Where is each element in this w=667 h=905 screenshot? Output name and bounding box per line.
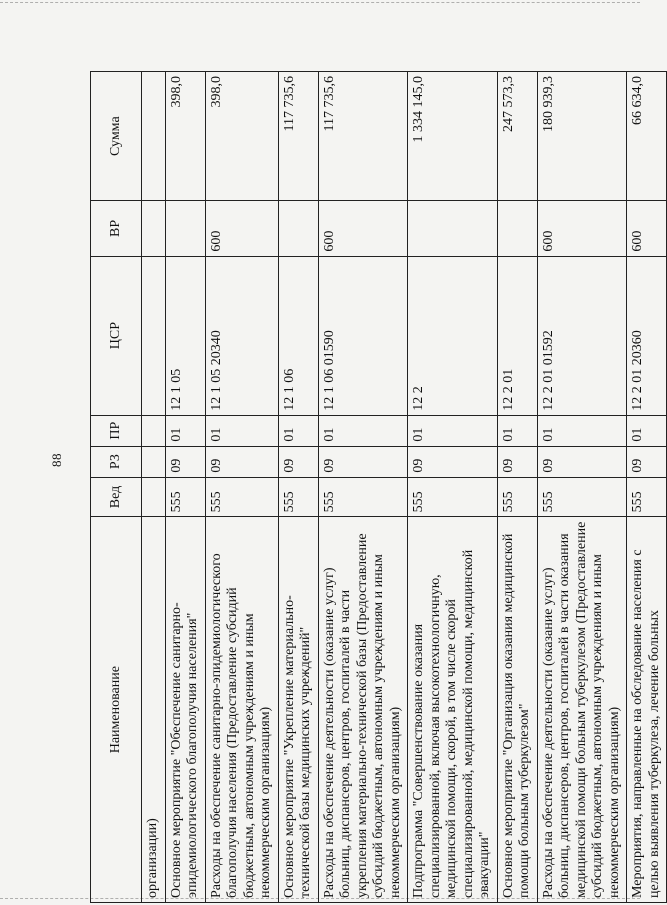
cell-sum: 117 735,6 <box>278 72 318 201</box>
cell-vr <box>497 201 537 256</box>
cell-csr: 12 1 05 20340 <box>205 256 278 415</box>
cell-pr: 01 <box>278 415 318 446</box>
cell-ved: 555 <box>627 477 667 517</box>
cell-name: Основное мероприятие "Укрепление материально-технической базы медицинских учреждений" <box>278 517 318 903</box>
cell-vr <box>278 201 318 256</box>
cell-sum: 66 634,0 <box>627 72 667 201</box>
cell-name: Подпрограмма "Совершенствование оказания специализированной, включая высокотехнологичную, медицинской помощи, скорой, в том числе скорой специализированной, медицинской помощи, медицинской эвакуации" <box>408 517 498 903</box>
cell-csr: 12 1 06 01590 <box>318 256 408 415</box>
cell-pr: 01 <box>165 415 205 446</box>
header-name: Наименование <box>91 517 142 903</box>
page-number: 88 <box>49 453 64 467</box>
header-vr: ВР <box>91 201 142 256</box>
cell-rz: 09 <box>205 446 278 477</box>
header-csr: ЦСР <box>91 256 142 415</box>
cell-ved: 555 <box>205 477 278 517</box>
table-row <box>627 72 667 903</box>
cell-csr: 12 2 01 01592 <box>537 256 627 415</box>
table-row <box>408 72 498 903</box>
cell-sum: 1 334 145,0 <box>408 72 498 201</box>
cell-pr <box>142 415 166 446</box>
cell-pr: 01 <box>408 415 498 446</box>
cell-vr <box>408 201 498 256</box>
cell-name: Расходы на обеспечение деятельности (оказание услуг) больниц, диспансеров, центров, госпиталей в части укрепления материально-технической базы (Предоставление субсидий бюджетным, автономным учреждениям и иным некоммерческим организациям) <box>318 517 408 903</box>
cell-csr: 12 2 <box>408 256 498 415</box>
cell-vr: 600 <box>537 201 627 256</box>
cell-name: Расходы на обеспечение санитарно-эпидемиологического благополучия населения (Предоставление субсидий бюджетным, автономным учреждениям и иным некоммерческим организациям) <box>205 517 278 903</box>
cell-sum: 398,0 <box>165 72 205 201</box>
cell-pr: 01 <box>497 415 537 446</box>
cell-rz: 09 <box>165 446 205 477</box>
header-ved: Вед <box>91 477 142 517</box>
cell-sum: 247 573,3 <box>497 72 537 201</box>
cell-name: Основное мероприятие "Организация оказания медицинской помощи больным туберкулезом" <box>497 517 537 903</box>
cell-csr: 12 2 01 <box>497 256 537 415</box>
cell-rz: 09 <box>537 446 627 477</box>
cell-csr: 12 2 01 20360 <box>627 256 667 415</box>
cell-csr <box>142 256 166 415</box>
cell-vr: 600 <box>627 201 667 256</box>
cell-pr: 01 <box>318 415 408 446</box>
cell-rz: 09 <box>497 446 537 477</box>
rotated-page <box>90 71 662 903</box>
table-header-row <box>91 72 142 903</box>
table-row <box>205 72 278 903</box>
header-sum: Сумма <box>91 72 142 201</box>
cell-vr <box>142 201 166 256</box>
cell-ved: 555 <box>318 477 408 517</box>
cell-vr: 600 <box>318 201 408 256</box>
table-row <box>142 72 166 903</box>
cell-pr: 01 <box>205 415 278 446</box>
cell-ved: 555 <box>165 477 205 517</box>
table-row <box>537 72 627 903</box>
cell-name: организации) <box>142 517 166 903</box>
cell-rz: 09 <box>318 446 408 477</box>
table-row <box>278 72 318 903</box>
cell-rz: 09 <box>408 446 498 477</box>
table-row <box>318 72 408 903</box>
cell-rz: 09 <box>627 446 667 477</box>
table-row <box>497 72 537 903</box>
cell-rz: 09 <box>278 446 318 477</box>
header-pr: ПР <box>91 415 142 446</box>
budget-table <box>90 71 667 903</box>
header-rz: РЗ <box>91 446 142 477</box>
table-row <box>165 72 205 903</box>
cell-rz <box>142 446 166 477</box>
cell-name: Мероприятия, направленные на обследование населения с целью выявления туберкулеза, лечение больных <box>627 517 667 903</box>
cell-vr: 600 <box>205 201 278 256</box>
scan-edge-top <box>0 2 640 6</box>
cell-ved: 555 <box>408 477 498 517</box>
cell-sum: 180 939,3 <box>537 72 627 201</box>
cell-sum: 398,0 <box>205 72 278 201</box>
cell-vr <box>165 201 205 256</box>
cell-ved: 555 <box>497 477 537 517</box>
cell-csr: 12 1 05 <box>165 256 205 415</box>
cell-sum <box>142 72 166 201</box>
cell-ved <box>142 477 166 517</box>
cell-ved: 555 <box>278 477 318 517</box>
cell-pr: 01 <box>627 415 667 446</box>
cell-csr: 12 1 06 <box>278 256 318 415</box>
cell-name: Основное мероприятие "Обеспечение санитарно-эпидемиологического благополучия населения" <box>165 517 205 903</box>
cell-pr: 01 <box>537 415 627 446</box>
cell-sum: 117 735,6 <box>318 72 408 201</box>
cell-name: Расходы на обеспечение деятельности (оказание услуг) больниц, диспансеров, центров, госпиталей в части оказания медицинской помощи больным туберкулезом (Предоставление субсидий бюджетным, автономным учреждениям и иным некоммерческим организациям) <box>537 517 627 903</box>
cell-ved: 555 <box>537 477 627 517</box>
